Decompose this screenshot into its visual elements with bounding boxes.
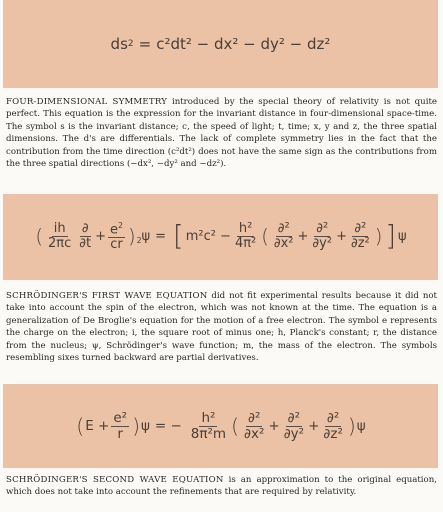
eq3-dy2: ∂y²: [283, 425, 305, 442]
eq3-d2: ∂²: [326, 409, 340, 426]
equation-invariant-distance: ds 2 = c²dt² − dx² − dy² − dz²: [3, 0, 438, 88]
caption-four-dimensional-symmetry: [6, 96, 437, 170]
caption-lead: SCHRÖDINGER'S SECOND WAVE EQUATION: [6, 475, 224, 485]
caption-lead: SCHRÖDINGER'S FIRST WAVE EQUATION: [6, 291, 208, 301]
eq3-dz2: ∂z²: [323, 425, 343, 442]
eq2-dz2: ∂z²: [350, 236, 370, 252]
caption-body: did not fit experimental results because it did not take into account the spin of the electron, which was not known at the time. The equation is a generalization of De Broglie's equation for the motion of a free electron. The symbol e represents the charge on the electron; i, the square root of minus one; h, Planck's constant; r, the distance from the nucleus; ψ, Schrödinger's wave function; m, the mass of the electron. The symbols resembling sixes turned backward are partial derivatives.: [6, 291, 438, 364]
eq1-rhs: c²dt² − dx² − dy² − dz²: [156, 35, 331, 53]
eq2-d2: ∂²: [354, 221, 367, 237]
eq2-d2: ∂²: [316, 221, 329, 237]
eq3-r: r: [117, 425, 123, 442]
eq2-e: e: [110, 221, 118, 237]
eq3-e2: e²: [113, 409, 128, 426]
eq3-e-plus: E +: [85, 418, 110, 434]
eq2-d2: ∂²: [277, 221, 290, 237]
eq2-partial: ∂: [81, 221, 89, 237]
eq2-2pic: 2πc: [48, 236, 72, 252]
caption-schrodinger-second: [6, 474, 437, 499]
eq2-4pi2: 4π²: [234, 236, 257, 252]
eq2-dy2: ∂y²: [312, 236, 333, 252]
eq2-cr: cr: [110, 237, 123, 253]
eq2-h2: h²: [238, 221, 253, 237]
eq2-psi: ψ: [141, 229, 151, 245]
eq3-h2: h²: [201, 409, 216, 426]
eq2-ih: ih: [53, 221, 66, 237]
caption-lead: FOUR-DIMENSIONAL SYMMETRY: [6, 97, 168, 107]
eq2-psi: ψ: [398, 229, 407, 245]
eq2-m2c2: m²c² −: [185, 229, 231, 245]
caption-body: is an approximation to the original equation, which does not take into account the refinements that are required by relativity.: [6, 475, 437, 498]
caption-body: introduced by the special theory of relativity is not quite perfect. This equation is the expression for the invariant distance in four-dimensional space-time. The symbol s is the invariant distance; c, the speed of light; t, time; x, y and z, the three spatial dimensions. The d's are differentials. The lack of complete symmetry lies in the fact that the contribution from the time direction (c²dt²) does not have the same sign as the contributions from the three spatial directions (−dx², −dy² and −dz²).: [6, 97, 437, 170]
eq3-psi: ψ: [140, 418, 150, 434]
eq3-8pi2m: 8π²m: [190, 425, 227, 442]
eq3-d2: ∂²: [247, 409, 261, 426]
eq1-lhs: ds: [110, 35, 128, 53]
caption-schrodinger-first: [6, 290, 437, 364]
equation-schrodinger-second: ( E + $\frac{\text{e²}}{r}$ ) ψ = − $\frac{\text{h²}}{\text{8π²m}}$ ( ∂² ∂x² + ∂² ∂y² + ∂² ∂z² ) ψ: [3, 384, 438, 468]
eq3-d2: ∂²: [287, 409, 301, 426]
equation-schrodinger-first: ( ih 2πc ∂ ∂t + $\frac{e^2}{cr}$ ) $_2$ ψ = [ m²c² − $\frac{\text{h²}}{\text{4π²}}$ ( ∂² ∂x² + ∂² ∂y² + ∂² ∂z² ) ] ψ: [3, 194, 438, 280]
eq3-psi: ψ: [356, 418, 366, 434]
eq2-partial-t: ∂t: [79, 236, 92, 252]
eq3-dx2: ∂x²: [243, 425, 265, 442]
eq2-dx2: ∂x²: [273, 236, 294, 252]
